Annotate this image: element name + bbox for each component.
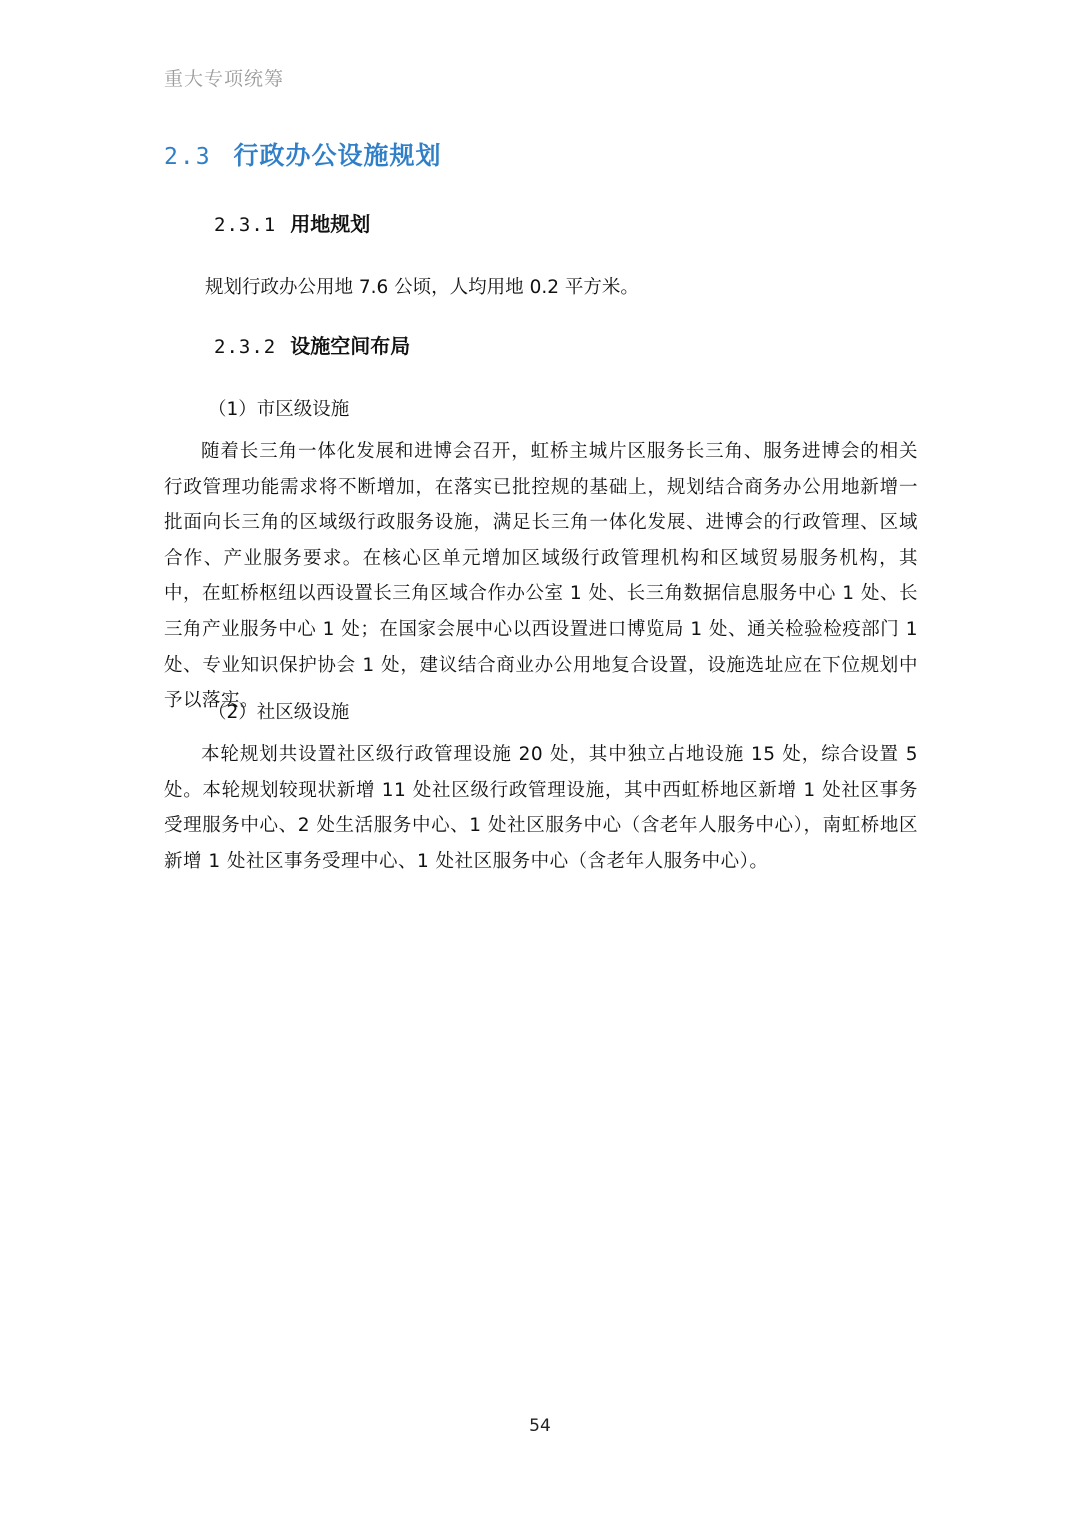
page-number: 54 [529,1416,551,1436]
section-heading [164,136,442,172]
item-label-city-district: （1）市区级设施 [208,399,350,420]
land-use-paragraph: 规划行政办公用地 7.6 公顷，人均用地 0.2 平方米。 [205,277,639,298]
subsection-title: 设施空间布局 [290,334,411,358]
item-label-community: （2）社区级设施 [208,702,350,723]
subsection-heading-land-use [214,208,370,237]
subsection-number: 2.3.1 [214,214,277,236]
section-title: 行政办公设施规划 [233,141,442,170]
subsection-heading-layout [214,330,410,359]
subsection-number: 2.3.2 [214,336,277,358]
city-district-paragraph: 随着长三角一体化发展和进博会召开，虹桥主城片区服务长三角、服务进博会的相关行政管理功能需求将不断增加，在落实已批控规的基础上，规划结合商务办公用地新增一批面向长三角的区域级行政服务设施，满足长三角一体化发展、进博会的行政管理、区域合作、产业服务要求。在核心区单元增加区域级行政管理机构和区域贸易服务机构，其中，在虹桥枢纽以西设置长三角区域合作办公室 1 处、长三角数据信息服务中心 1 处、长三角产业服务中心 1 处；在国家会展中心以西设置进口博览局 1 处、通关检验检疫部门 1 处、专业知识保护协会 1 处，建议结合商业办公用地复合设置，设施选址应在下位规划中予以落实。 [164,441,918,712]
section-number: 2.3 [164,144,212,170]
subsection-title: 用地规划 [290,212,371,236]
running-header: 重大专项统筹 [164,68,285,90]
community-paragraph: 本轮规划共设置社区级行政管理设施 20 处，其中独立占地设施 15 处，综合设置 5 处。本轮规划较现状新增 11 处社区级行政管理设施，其中西虹桥地区新增 1 处社区事务受理服务中心、2 处生活服务中心、1 处社区服务中心（含老年人服务中心），南虹桥地区新增 1 处社区事务受理中心、1 处社区服务中心（含老年人服务中心）。 [164,744,918,872]
